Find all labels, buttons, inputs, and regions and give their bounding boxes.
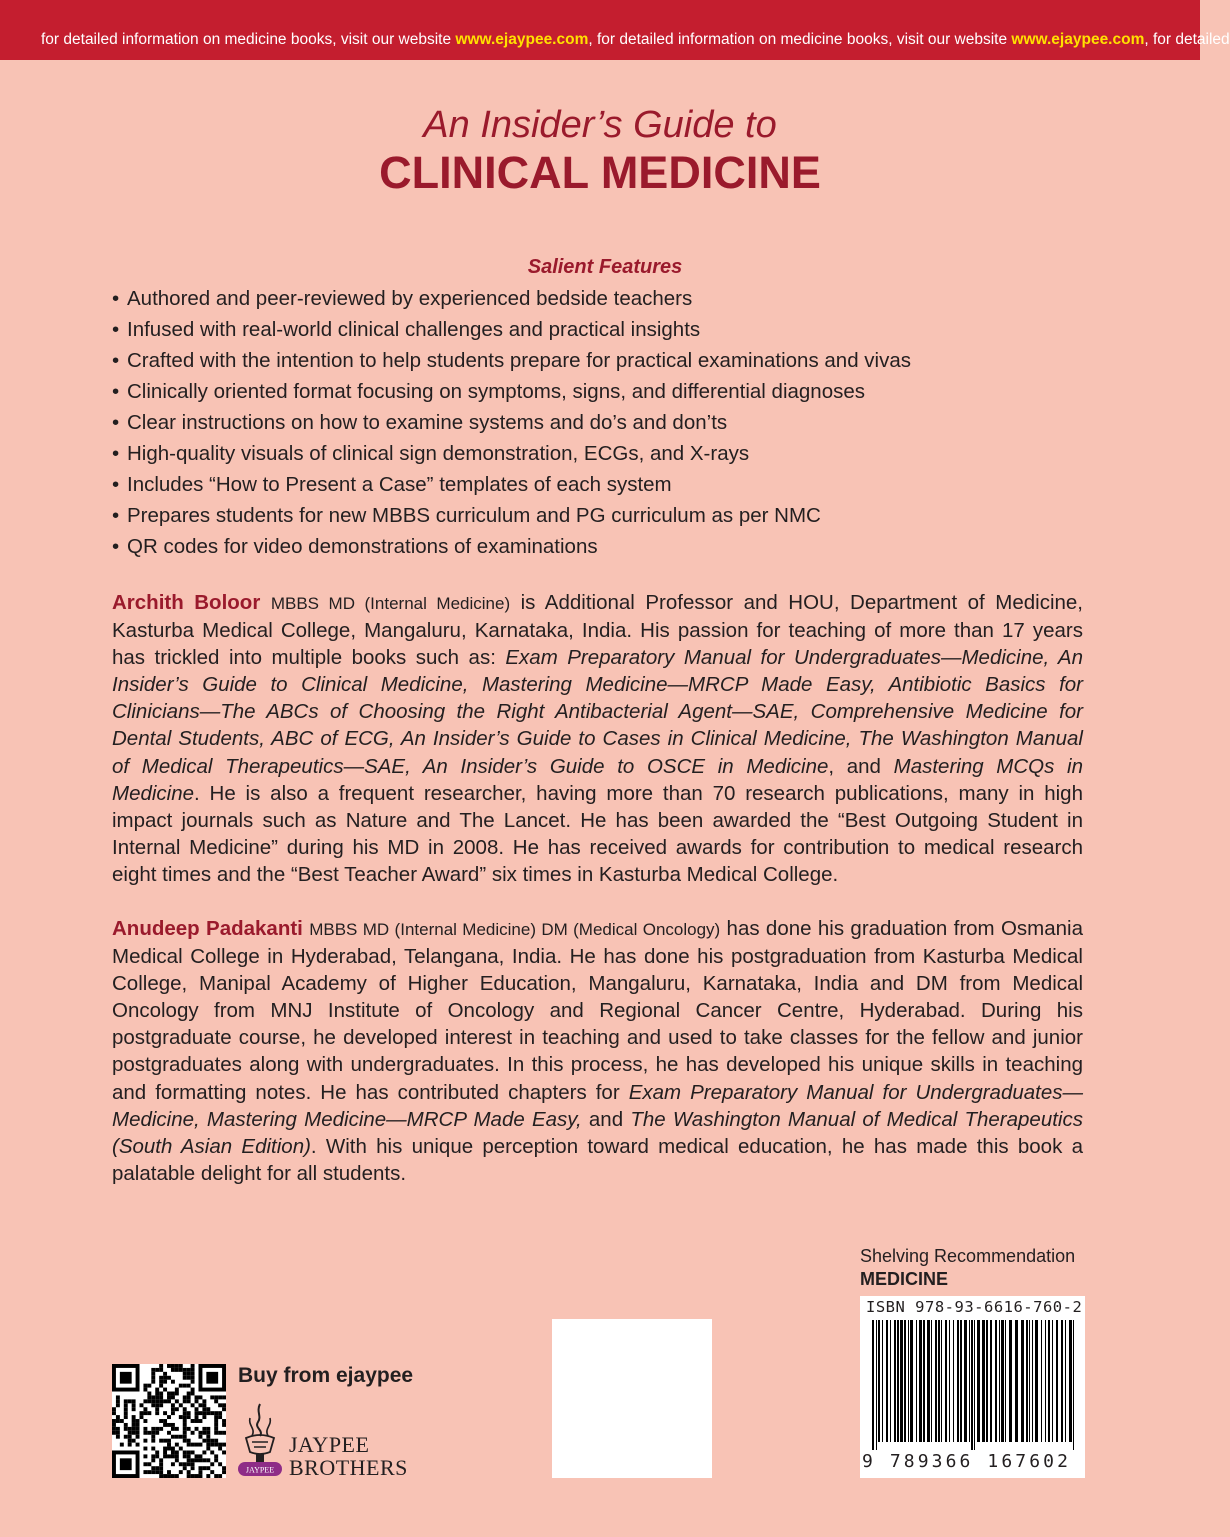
barcode-bar [878, 1320, 880, 1442]
feature-item: • Infused with real-world clinical challenges and practical insights [112, 314, 1112, 345]
feature-item: • QR codes for video demonstrations of examinations [112, 531, 1112, 562]
barcode-bar [897, 1320, 899, 1442]
banner-text: for detailed information on medicine books, visit our website [41, 31, 456, 48]
barcode-bar [876, 1320, 877, 1450]
barcode-bar [1026, 1320, 1028, 1442]
banner-website-link[interactable]: www.ejaypee.com [455, 31, 589, 48]
barcode-bar [990, 1320, 992, 1442]
bio-book-titles: Mastering MCQs in Medicine [112, 754, 1083, 805]
barcode-bar [882, 1320, 883, 1442]
barcode-bar [1015, 1320, 1018, 1442]
barcode-bar [977, 1320, 980, 1442]
barcode-bar [890, 1320, 891, 1442]
barcode-bar [941, 1320, 942, 1442]
barcode-bar [908, 1320, 909, 1442]
bio-book-titles: Exam Preparatory Manual for Undergraduates—Medicine, An Insider’s Guide to Clinical Medicine, Mastering Medicine—MRCP Made Easy, Antibiotic Basics for Clinicians—The ABCs of Choosing the Right Antibacterial Agent—SAE, Comprehensive Medicine for Dental Students, ABC of ECG, An Insider’s Guide to Cases in Clinical Medicine, The Washington Manual of Medical Therapeutics—SAE, An Insider’s Guide to OSCE in Medicine [112, 646, 1083, 778]
bio-text: , and [828, 754, 894, 778]
author-credentials: MBBS MD (Internal Medicine) DM (Medical Oncology) [309, 920, 721, 939]
barcode-bar [974, 1320, 975, 1450]
barcode-bar [1048, 1320, 1050, 1442]
banner-text: , for detailed [1144, 31, 1230, 48]
author-name: Archith Boloor [112, 591, 261, 614]
barcode-bar [1001, 1320, 1004, 1442]
barcode-bar [964, 1320, 967, 1442]
barcode-bar [999, 1320, 1000, 1442]
bio-text: has done his graduation from Osmania Medical College in Hyderabad, Telangana, India. He has done his postgraduation from Kasturba Medical College, Manipal Academy of Higher Education, Mangaluru, Karnataka, India and DM from Medical Oncology from MNJ Institute of Oncology and Regional Cancer Centre, Hyderabad. During his postgraduate course, he developed interest in teaching and used to take classes for the fellow and junior postgraduates along with undergraduates. In this process, he has developed his unique skills in teaching and formatting notes. He has contributed chapters for [112, 917, 1083, 1104]
feature-item: • Includes “How to Present a Case” templates of each system [112, 469, 1112, 500]
barcode-bar [986, 1320, 988, 1442]
barcode-bar [931, 1320, 932, 1442]
book-title-line2: CLINICAL MEDICINE [379, 147, 821, 198]
barcode-bar [916, 1320, 917, 1442]
barcode-bar [1065, 1320, 1066, 1442]
barcode-bar [1009, 1320, 1012, 1442]
jaypee-logo-icon [236, 1402, 284, 1478]
barcode-bar [1045, 1320, 1046, 1442]
logo-small-text: JAYPEE [245, 1465, 275, 1475]
barcode-bar [995, 1320, 997, 1442]
author-credentials: MBBS MD (Internal Medicine) [270, 594, 511, 613]
barcode-bar [1035, 1320, 1038, 1442]
feature-item: • Authored and peer-reviewed by experienced bedside teachers [112, 283, 1112, 314]
barcode-bar [945, 1320, 947, 1442]
barcode-bar [900, 1320, 903, 1442]
features-heading: Salient Features [527, 256, 683, 278]
bio-book-titles: Exam Preparatory Manual for Undergraduates—Medicine, Mastering Medicine—MRCP Made Easy, [112, 1080, 1083, 1131]
barcode-bar [927, 1320, 930, 1442]
barcode-bar [960, 1320, 962, 1442]
publisher-name-line1: JAYPEE [289, 1432, 370, 1457]
bio-text: . With his unique perception toward medical education, he has made this book a palatable delight for all students. [112, 1134, 1083, 1185]
barcode-bar [971, 1320, 973, 1450]
barcode-bar [969, 1320, 970, 1442]
barcode-bar [910, 1320, 913, 1442]
barcode-bar [982, 1320, 985, 1442]
barcode-bar [1041, 1320, 1042, 1442]
barcode-icon [860, 1320, 1085, 1450]
barcode-bar [1032, 1320, 1033, 1442]
bio-text: and [581, 1107, 631, 1131]
banner-website-link[interactable]: www.ejaypee.com [1011, 31, 1145, 48]
barcode-bar [872, 1320, 874, 1450]
banner-text: , for detailed information on medicine books, visit our website [588, 31, 1012, 48]
isbn-label: ISBN 978-93-6616-760-2 [866, 1298, 1083, 1316]
shelving-label: Shelving Recommendation [860, 1246, 1076, 1266]
bio-text: . He is also a frequent researcher, having more than 70 research publications, many in high impact journals such as Nature and The Lancet. He has been awarded the “Best Outgoing Student in Internal Medicine” during his MD in 2008. He has received awards for contribution to medical research eight times and the “Best Teacher Award” six times in Kasturba Medical College. [112, 781, 1083, 886]
blank-label-area [552, 1319, 712, 1478]
barcode-bar [886, 1320, 888, 1442]
shelving-value: MEDICINE [860, 1269, 949, 1289]
barcode-bar [957, 1320, 959, 1442]
barcode-bar [919, 1320, 922, 1442]
feature-item: • Clinically oriented format focusing on symptoms, signs, and differential diagnoses [112, 376, 1112, 407]
publisher-name-line2: BROTHERS [289, 1455, 408, 1480]
bio-text: is Additional Professor and HOU, Department of Medicine, Kasturba Medical College, Mangaluru, Karnataka, India. His passion for teaching of more than 17 years has trickled into multiple books such as: [112, 591, 1083, 670]
author-name: Anudeep Padakanti [112, 917, 303, 940]
barcode-bar [1005, 1320, 1006, 1442]
feature-item: • Clear instructions on how to examine systems and do’s and don’ts [112, 407, 1112, 438]
barcode-bar [923, 1320, 925, 1442]
barcode-digits: 9 789366 167602 [862, 1451, 1072, 1472]
barcode-bar [953, 1320, 954, 1442]
features-list [112, 283, 1112, 562]
barcode-bar [904, 1320, 906, 1442]
book-title-line1: An Insider’s Guide to [423, 104, 777, 146]
barcode-bar [1073, 1320, 1074, 1450]
qr-code-icon[interactable] [112, 1364, 226, 1478]
barcode-bar [1029, 1320, 1030, 1442]
barcode-bar [949, 1320, 950, 1442]
barcode-bar [894, 1320, 896, 1442]
barcode-bar [1061, 1320, 1063, 1442]
isbn-barcode [860, 1296, 1085, 1478]
website-banner [0, 0, 1230, 60]
author-bio-2 [112, 915, 1083, 1187]
barcode-bar [1069, 1320, 1072, 1442]
author-bio-1 [112, 589, 1083, 888]
feature-item: • High-quality visuals of clinical sign demonstration, ECGs, and X-rays [112, 438, 1112, 469]
barcode-bar [1052, 1320, 1053, 1442]
feature-item: • Prepares students for new MBBS curriculum and PG curriculum as per NMC [112, 500, 1112, 531]
barcode-bar [935, 1320, 937, 1442]
barcode-bar [938, 1320, 940, 1442]
barcode-bar [1056, 1320, 1058, 1442]
feature-item: • Crafted with the intention to help students prepare for practical examinations and vivas [112, 345, 1112, 376]
bio-book-titles: The Washington Manual of Medical Therapeutics (South Asian Edition) [112, 1107, 1083, 1158]
barcode-bar [1021, 1320, 1024, 1442]
buy-label: Buy from ejaypee [238, 1364, 414, 1387]
